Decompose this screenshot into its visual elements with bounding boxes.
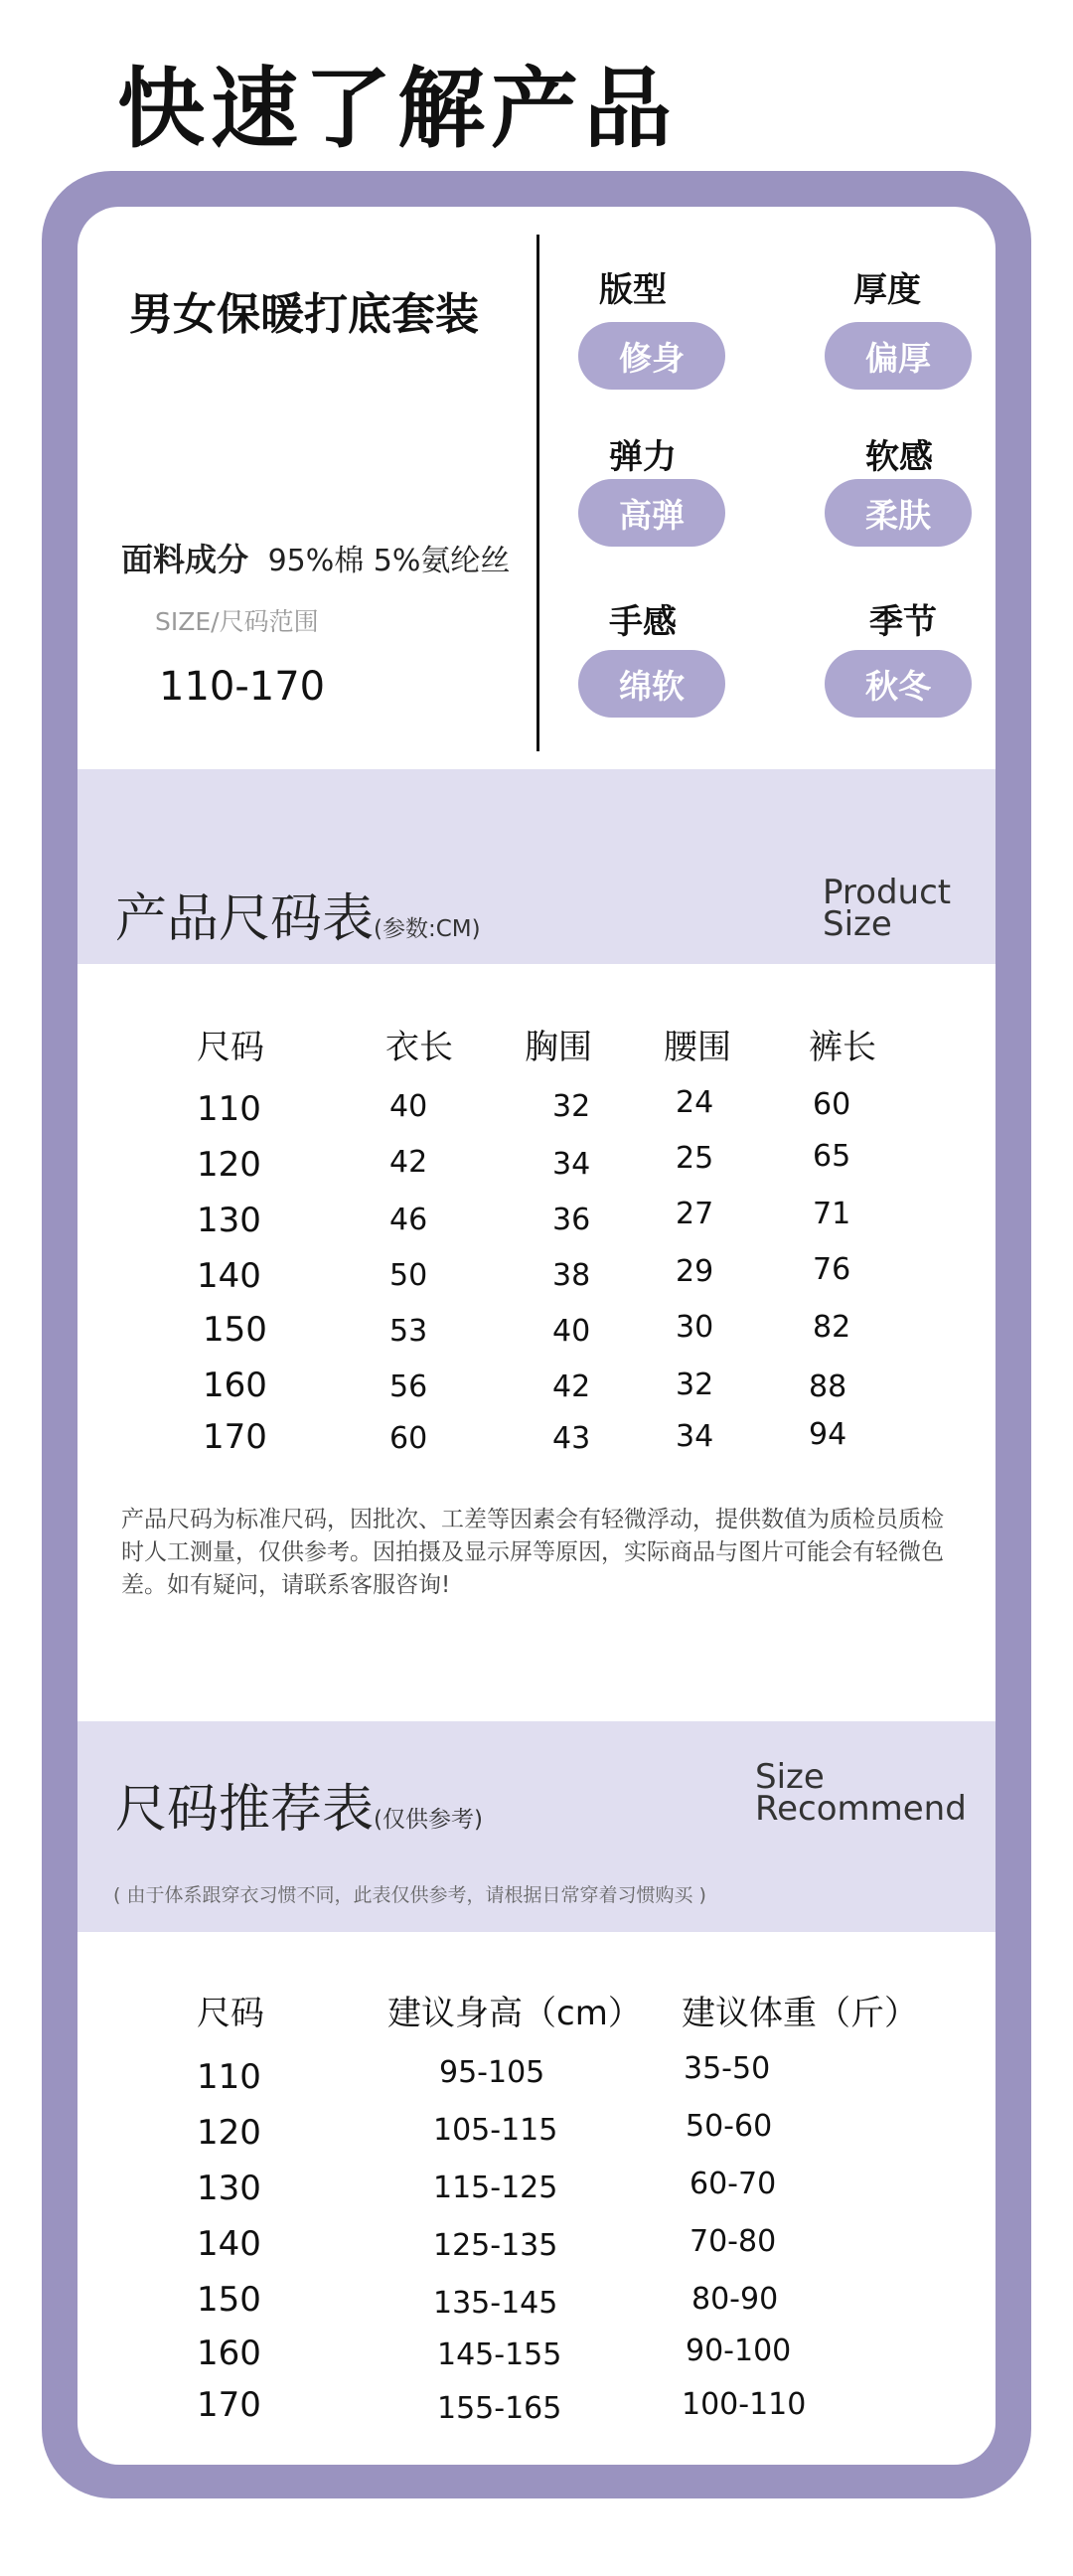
recommend-subtitle: (仅供参考) xyxy=(374,1807,483,1833)
size-chart-en-line2: Size xyxy=(823,904,892,944)
table-cell: 60 xyxy=(389,1421,428,1456)
col-header-chest: 胸围 xyxy=(525,1028,592,1067)
table-cell-size: 110 xyxy=(197,1089,261,1129)
size-range: 110-170 xyxy=(159,664,326,710)
size-caption: SIZE/尺码范围 xyxy=(155,607,319,636)
table-cell: 34 xyxy=(676,1419,714,1454)
table-cell-size: 150 xyxy=(203,1310,267,1350)
overview-divider xyxy=(536,235,539,751)
rec-cell: 105-115 xyxy=(433,2113,558,2148)
page-title: 快速了解产品 xyxy=(117,58,679,160)
rec-cell-size: 160 xyxy=(197,2334,261,2373)
table-cell: 65 xyxy=(813,1139,851,1174)
rec-cell-size: 120 xyxy=(197,2113,261,2153)
table-cell: 42 xyxy=(552,1369,591,1404)
attr-value-season: 秋冬 xyxy=(825,650,972,718)
rec-cell-size: 130 xyxy=(197,2169,261,2208)
rec-cell: 60-70 xyxy=(690,2167,777,2201)
rec-cell: 50-60 xyxy=(686,2109,773,2144)
attr-value-thickness: 偏厚 xyxy=(825,322,972,390)
table-cell: 53 xyxy=(389,1314,428,1349)
table-cell: 36 xyxy=(552,1203,591,1237)
rec-cell: 35-50 xyxy=(684,2051,771,2086)
attr-label-fit: 版型 xyxy=(599,270,667,310)
table-cell: 94 xyxy=(809,1417,847,1452)
table-cell: 60 xyxy=(813,1087,851,1122)
size-chart-header xyxy=(77,769,996,964)
recommend-title-text: 尺码推荐表 xyxy=(115,1780,375,1840)
rec-cell-size: 110 xyxy=(197,2057,261,2097)
size-chart-title-text: 产品尺码表 xyxy=(115,889,375,949)
table-cell: 40 xyxy=(389,1089,428,1124)
table-cell: 43 xyxy=(552,1421,591,1456)
rec-cell-size: 170 xyxy=(197,2385,261,2425)
size-chart-en-title xyxy=(823,873,952,944)
rec-cell: 90-100 xyxy=(686,2334,792,2368)
fabric-info xyxy=(121,535,510,580)
recommend-en-line2: Recommend xyxy=(755,1789,967,1829)
rec-cell: 70-80 xyxy=(690,2224,777,2259)
attr-label-season: 季节 xyxy=(869,602,937,642)
rec-cell-size: 140 xyxy=(197,2224,261,2264)
size-chart-en-line1: Product xyxy=(823,873,952,912)
table-cell: 50 xyxy=(389,1258,428,1293)
table-cell: 29 xyxy=(676,1254,714,1289)
recommend-en-title xyxy=(755,1757,967,1829)
attr-label-thickness: 厚度 xyxy=(853,270,921,310)
fabric-value: 95%棉 5%氨纶丝 xyxy=(267,544,511,578)
rec-cell: 80-90 xyxy=(691,2282,779,2317)
rec-cell: 135-145 xyxy=(433,2286,558,2321)
size-chart-title xyxy=(115,877,481,951)
attr-value-handfeel: 绵软 xyxy=(578,650,725,718)
recommend-en-line1: Size xyxy=(755,1757,825,1797)
attr-value-elasticity: 高弹 xyxy=(578,479,725,547)
attr-value-fit: 修身 xyxy=(578,322,725,390)
table-cell: 56 xyxy=(389,1369,428,1404)
col-header-size: 尺码 xyxy=(197,1028,264,1067)
table-cell: 76 xyxy=(813,1252,851,1287)
table-cell: 46 xyxy=(389,1203,428,1237)
rec-cell: 115-125 xyxy=(433,2171,558,2205)
rec-cell-size: 150 xyxy=(197,2280,261,2320)
table-cell: 32 xyxy=(676,1368,714,1402)
rec-cell: 100-110 xyxy=(682,2387,807,2422)
card-body xyxy=(77,207,996,2465)
rec-cell: 155-165 xyxy=(437,2391,562,2426)
table-cell: 24 xyxy=(676,1085,714,1120)
table-cell: 30 xyxy=(676,1310,714,1345)
product-name: 男女保暖打底套装 xyxy=(129,289,479,340)
rec-header-size: 尺码 xyxy=(197,1994,264,2033)
table-cell-size: 160 xyxy=(203,1366,267,1405)
attr-label-handfeel: 手感 xyxy=(609,602,677,642)
table-cell: 42 xyxy=(389,1145,428,1180)
attr-value-softness: 柔肤 xyxy=(825,479,972,547)
table-cell-size: 140 xyxy=(197,1256,261,1296)
rec-header-weight: 建议体重（斤） xyxy=(682,1994,918,2033)
table-cell: 27 xyxy=(676,1197,714,1231)
col-header-pants: 裤长 xyxy=(809,1028,876,1067)
table-cell-size: 130 xyxy=(197,1201,261,1240)
size-chart-unit: (参数:CM) xyxy=(374,916,481,942)
table-cell-size: 170 xyxy=(203,1417,267,1457)
disclaimer: 产品尺码为标准尺码，因批次、工差等因素会有轻微浮动，提供数值为质检员质检时人工测量，仅供参考。因拍摄及显示屏等原因，实际商品与图片可能会有轻微色差。如有疑问，请联系客服咨询! xyxy=(121,1507,944,1598)
rec-cell: 145-155 xyxy=(437,2337,562,2372)
recommend-title xyxy=(115,1767,483,1842)
attr-label-softness: 软感 xyxy=(865,437,933,477)
rec-header-height: 建议身高（cm） xyxy=(387,1994,642,2033)
table-cell: 71 xyxy=(813,1197,851,1231)
recommend-note: ( 由于体系跟穿衣习惯不同，此表仅供参考，请根据日常穿着习惯购买 ) xyxy=(113,1884,706,1906)
table-cell: 34 xyxy=(552,1147,591,1182)
table-cell: 40 xyxy=(552,1314,591,1349)
recommend-header xyxy=(77,1721,996,1932)
table-cell: 88 xyxy=(809,1369,847,1404)
col-header-length: 衣长 xyxy=(385,1028,453,1067)
attr-label-elasticity: 弹力 xyxy=(609,437,677,477)
fabric-label: 面料成分 xyxy=(121,541,249,578)
rec-cell: 95-105 xyxy=(439,2055,545,2090)
table-cell: 32 xyxy=(552,1089,591,1124)
col-header-waist: 腰围 xyxy=(664,1028,731,1067)
rec-cell: 125-135 xyxy=(433,2228,558,2263)
table-cell: 38 xyxy=(552,1258,591,1293)
table-cell-size: 120 xyxy=(197,1145,261,1185)
table-cell: 25 xyxy=(676,1141,714,1176)
table-cell: 82 xyxy=(813,1310,851,1345)
